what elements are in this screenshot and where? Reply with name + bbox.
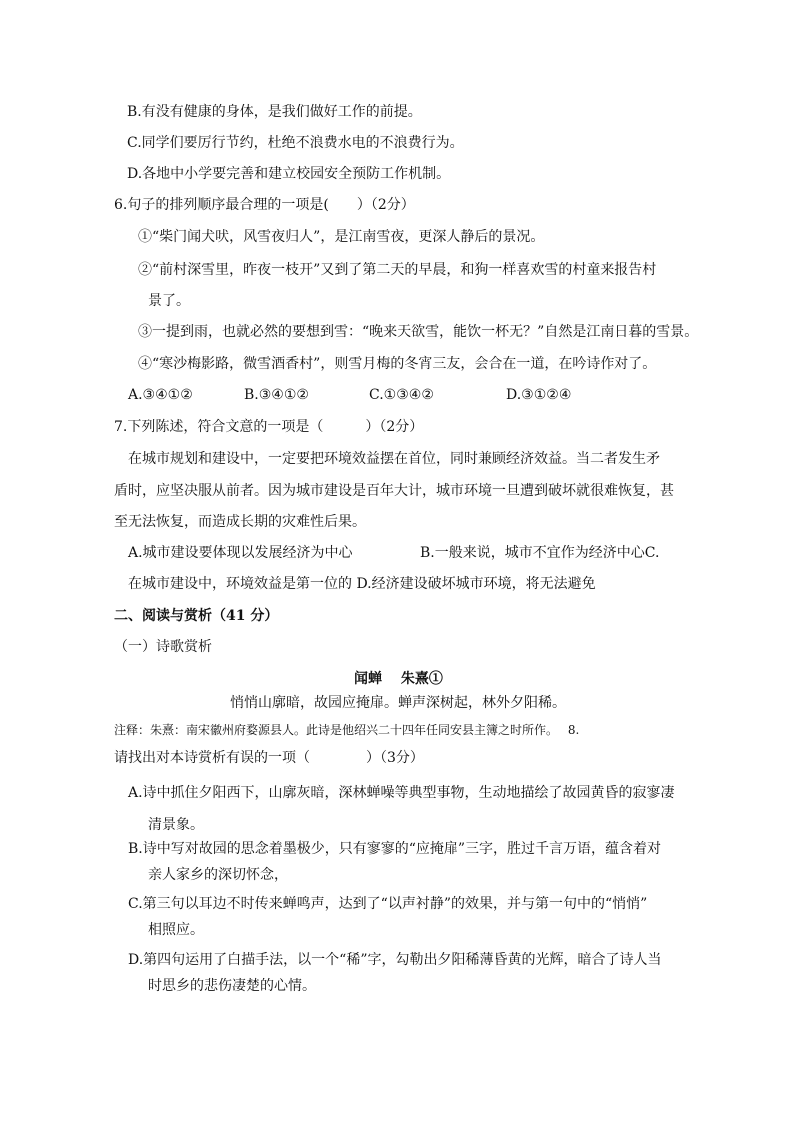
q6-sentence-2-cont: 景了。 — [148, 293, 190, 309]
q6-sentence-1: ①“柴门闻犬吠，风雪夜归人”，是江南雪夜，更深人静后的景况。 — [138, 229, 545, 245]
q5-option-c: C.同学们要厉行节约，杜绝不浪费水电的不浪费行为。 — [127, 135, 464, 151]
poem-body: 悄悄山廓暗，故园应掩扉。蝉声深树起，林外夕阳稀。 — [230, 695, 566, 711]
q8-option-c: C.第三句以耳边不时传来蝉鸣声，达到了“以声衬静”的效果，并与第一句中的“悄悄” — [128, 896, 648, 912]
q6-stem: 6.句子的排列顺序最合理的一项是( ）（2分） — [114, 197, 415, 213]
poem-title: 闻蝉 朱熹① — [354, 671, 443, 687]
q6-sentence-4: ④“寒沙梅影路，微雪酒香村”，则雪月梅的冬宵三友，会合在一道，在吟诗作对了。 — [138, 356, 657, 372]
q7-option-c-d: 在城市建设中，环境效益是第一位的 D.经济建设破坏城市环境，将无法避免 — [128, 576, 596, 592]
q6-option-b: B.③④①② — [244, 387, 309, 403]
q7-stem: 7.下列陈述，符合文意的一项是（ ）（2分） — [114, 419, 424, 435]
q6-sentence-2: ②“前村深雪里，昨夜一枝开”又到了第二天的早晨，和狗一样喜欢雪的村童来报告村 — [138, 262, 657, 278]
q7-option-a: A.城市建设要体现以发展经济为中心 — [128, 545, 353, 561]
q6-option-c: C.①③④② — [369, 387, 434, 403]
q8-option-d-cont: 时思乡的悲伤凄楚的心情。 — [148, 978, 316, 994]
q7-passage-line-2: 盾时，应坚决服从前者。因为城市建设是百年大计，城市环境一旦遭到破坏就很难恢复，甚 — [114, 483, 674, 499]
q8-option-b-cont: 亲人家乡的深切怀念， — [148, 867, 288, 883]
q8-option-a: A.诗中抓住夕阳西下，山廓灰暗，深林蝉噪等典型事物，生动地描绘了故园黄昏的寂寥凄 — [128, 785, 675, 801]
q5-option-b: B.有没有健康的身体，是我们做好工作的前提。 — [127, 104, 422, 120]
q6-option-a: A.③④①② — [128, 387, 193, 403]
poem-note: 注释：朱熹：南宋徽州府婺源县人。此诗是他绍兴二十四年任同安县主簿之时所作。 8. — [114, 723, 580, 737]
q6-sentence-3: ③一提到雨，也就必然的要想到雪：“晚来天欲雪，能饮一杯无？”自然是江南日暮的雪景。 — [138, 324, 699, 340]
q8-stem: 请找出对本诗赏析有误的一项（ ）（3分） — [114, 750, 424, 766]
q8-option-d: D.第四句运用了白描手法，以一个“稀”字，勾勒出夕阳稀薄昏黄的光辉，暗合了诗人当 — [128, 952, 662, 968]
section-2-title: 二、阅读与赏析（41 分） — [114, 608, 279, 624]
q6-option-d: D.③①②④ — [506, 387, 572, 403]
q8-option-b: B.诗中写对故园的思念着墨极少，只有寥寥的“应掩扉”三字，胜过千言万语，蕴含着对 — [128, 841, 662, 857]
q5-option-d: D.各地中小学要完善和建立校园安全预防工作机制。 — [127, 166, 451, 182]
q8-option-c-cont: 相照应。 — [148, 922, 204, 938]
section-2-subtitle: （一）诗歌赏析 — [114, 639, 212, 655]
q7-option-b: B.一般来说，城市不宜作为经济中心C. — [420, 545, 660, 561]
q8-option-a-cont: 清景象。 — [148, 817, 204, 833]
q7-passage-line-1: 在城市规划和建设中，一定要把环境效益摆在首位，同时兼顾经济效益。当二者发生矛 — [128, 451, 660, 467]
q7-passage-line-3: 至无法恢复，而造成长期的灾难性后果。 — [114, 514, 366, 530]
